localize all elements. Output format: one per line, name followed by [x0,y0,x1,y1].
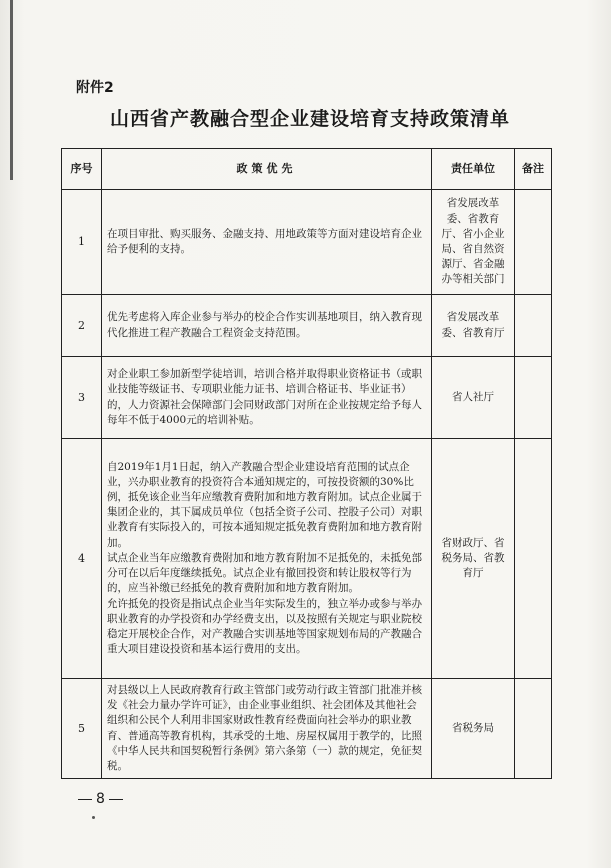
note-cell [515,439,552,679]
page-number-dash [109,799,123,800]
note-cell [515,357,552,439]
policy-cell [102,295,432,357]
table-row [62,295,552,357]
page-number [74,791,127,807]
row-number: 1 [62,190,102,295]
policy-table [61,148,552,779]
policy-paragraph: 对企业职工参加新型学徒培训，培训合格并取得职业资格证书（或职业技能等级证书、专项职业能力证书、培训合格证书、毕业证书）的，人力资源社会保障部门会同财政部门对所在企业按规定给予每人每年不低于4000元的培训补贴。 [107,368,422,426]
policy-cell [102,679,432,779]
header-unit: 责任单位 [432,149,515,190]
table-row [62,439,552,679]
binding-line [10,0,13,180]
policy-paragraph: 允许抵免的投资是指试点企业当年实际发生的，独立举办或参与举办职业教育的办学投资和办学经费支出，以及按照有关规定与职业院校稳定开展校企合作，对产教融合实训基地等国家规划布局的产教融合重大项目建设投资和基本运行费用的支出。 [107,597,422,656]
row-number: 5 [62,679,102,779]
note-cell [515,679,552,779]
table-row [62,679,552,779]
document-title: 山西省产教融合型企业建设培育支持政策清单 [109,108,510,130]
header-no: 序号 [62,149,102,190]
header-note: 备注 [515,149,552,190]
policy-paragraph: 对县级以上人民政府教育行政主管部门或劳动行政主管部门批准并核发《社会力量办学许可证》，由企业事业组织、社会团体及其他社会组织和公民个人利用非国家财政性教育经费面向社会举办的职业教育、普通高等教育机构，其承受的土地、房屋权属用于教学的，比照《中华人民共和国契税暂行条例》第六条第（一）款的规定，免征契税。 [107,683,422,772]
row-number: 2 [62,295,102,357]
table-header-row [62,149,552,190]
responsible-unit: 省税务局 [432,679,515,779]
policy-paragraph: 优先考虑将入库企业参与举办的校企合作实训基地项目，纳入教育现代化推进工程产教融合工程资金支持范围。 [107,311,422,339]
policy-paragraph: 自2019年1月1日起，纳入产教融合型企业建设培育范围的试点企业，兴办职业教育的投资符合本通知规定的，可按投资额的30%比例，抵免该企业当年应缴教育费附加和地方教育附加。试点企业属于集团企业的，其下属成员单位（包括全资子公司、控股子公司）对职业教育有实际投入的，可按本通知规定抵免教育费附加和地方教育附加。 [107,460,422,549]
attachment-label: 附件2 [76,80,114,96]
row-number: 3 [62,357,102,439]
header-policy: 政策优先 [102,149,432,190]
row-number: 4 [62,439,102,679]
responsible-unit: 省人社厅 [432,357,515,439]
scan-speck [92,816,95,819]
table-row [62,190,552,295]
note-cell [515,295,552,357]
policy-paragraph: 在项目审批、购买服务、金融支持、用地政策等方面对建设培育企业给予便利的支持。 [107,227,422,255]
responsible-unit: 省发展改革委、省教育厅、省小企业局、省自然资源厅、省金融办等相关部门 [432,190,515,295]
responsible-unit: 省发展改革委、省教育厅 [432,295,515,357]
policy-paragraph: 试点企业当年应缴教育费附加和地方教育附加不足抵免的，未抵免部分可在以后年度继续抵免。试点企业有撤回投资和转让股权等行为的，应当补缴已经抵免的教育费附加和地方教育附加。 [107,551,422,595]
table-row [62,357,552,439]
policy-cell [102,439,432,679]
page-number-dash [78,799,92,800]
responsible-unit: 省财政厅、省税务局、省教育厅 [432,439,515,679]
policy-cell [102,357,432,439]
page-number-value: 8 [96,791,105,807]
note-cell [515,190,552,295]
policy-cell [102,190,432,295]
